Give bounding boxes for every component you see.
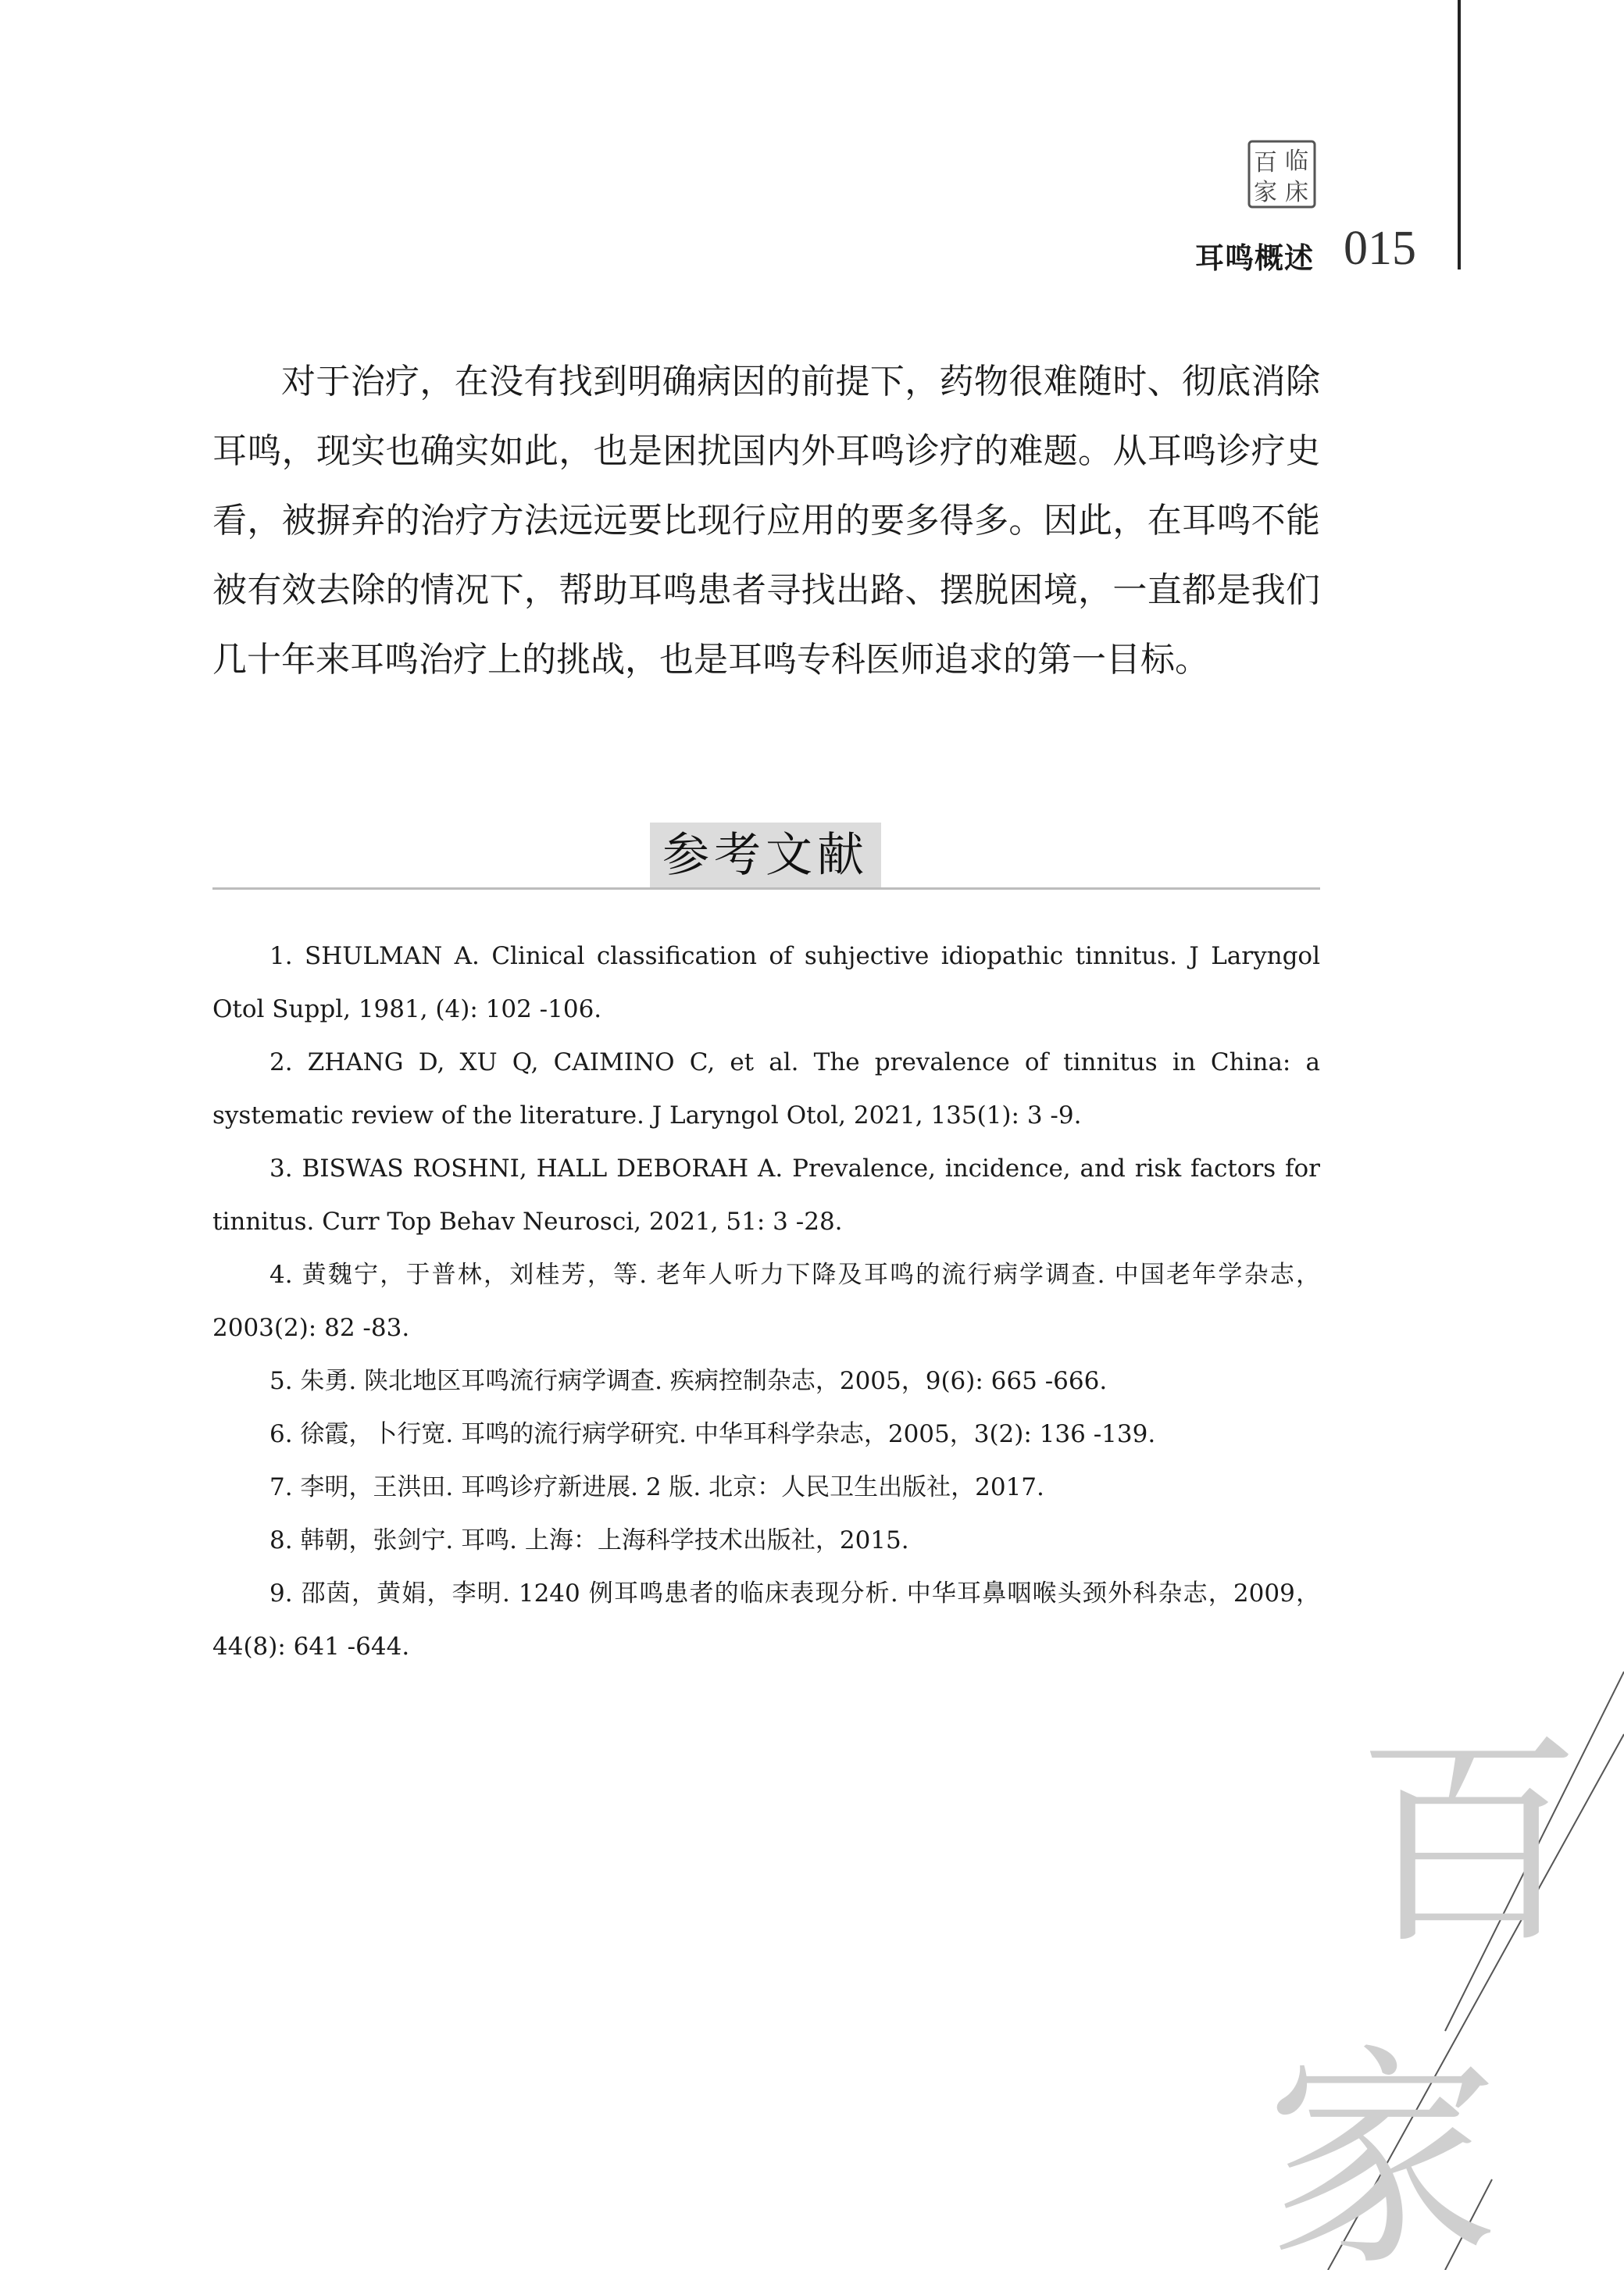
reference-item: 5. 朱勇. 陕北地区耳鸣流行病学调查. 疾病控制杂志，2005，9(6): 665 -666. [269,1367,1108,1395]
page-number: 015 [1344,222,1416,275]
references-heading: 参考文献 [662,828,869,883]
seal-char-4: 床 [1285,179,1308,206]
series-seal-logo [1247,139,1317,209]
reference-list [212,930,1320,1673]
edge-rule [1458,0,1461,269]
body-paragraph: 对于治疗，在没有找到明确病因的前提下，药物很难随时、彻底消除耳鸣，现实也确实如此，也是困扰国内外耳鸣诊疗的难题。从耳鸣诊疗史看，被摒弃的治疗方法远远要比现行应用的要多得多。因此，在耳鸣不能被有效去除的情况下，帮助耳鸣患者寻找出路、摆脱困境，一直都是我们几十年来耳鸣治疗上的挑战，也是耳鸣专科医师追求的第一目标。 [212,362,1320,680]
reference-item: 6. 徐霞，卜行宽. 耳鸣的流行病学研究. 中华耳科学杂志，2005，3(2): 136 -139. [269,1420,1156,1448]
reference-item: 7. 李明，王洪田. 耳鸣诊疗新进展. 2 版. 北京：人民卫生出版社，2017. [269,1473,1044,1501]
corner-watermark [1234,1640,1624,2270]
reference-item: 2. ZHANG D, XU Q, CAIMINO C, et al. The prevalence of tinnitus in China: a systematic review of the literature. J Laryngol Otol, 2021, 135(1): 3 -9. [212,1048,1320,1130]
seal-char-3: 家 [1254,179,1277,206]
running-header-title: 耳鸣概述 [1195,241,1314,275]
reference-item: 8. 韩朝，张剑宁. 耳鸣. 上海：上海科学技术出版社，2015. [269,1526,909,1554]
watermark-char-2: 家 [1265,2025,1500,2270]
reference-item: 4. 黄魏宁，于普林，刘桂芳，等. 老年人听力下降及耳鸣的流行病学调查. 中国老年学杂志，2003(2): 82 -83. [212,1261,1320,1342]
watermark-char-1: 百 [1355,1712,1582,1976]
seal-char-1: 百 [1254,149,1277,177]
references-divider [212,887,1320,890]
reference-item: 1. SHULMAN A. Clinical classification of suhjective idiopathic tinnitus. J Laryngol Otol Suppl, 1981, (4): 102 -106. [212,942,1320,1023]
reference-item: 3. BISWAS ROSHNI, HALL DEBORAH A. Prevalence, incidence, and risk factors for tinnitus. Curr Top Behav Neurosci, 2021, 51: 3 -28. [212,1155,1320,1236]
seal-char-2: 临 [1285,148,1308,175]
reference-item: 9. 邵茵，黄娟，李明. 1240 例耳鸣患者的临床表现分析. 中华耳鼻咽喉头颈外科杂志，2009，44(8): 641 -644. [212,1579,1320,1661]
